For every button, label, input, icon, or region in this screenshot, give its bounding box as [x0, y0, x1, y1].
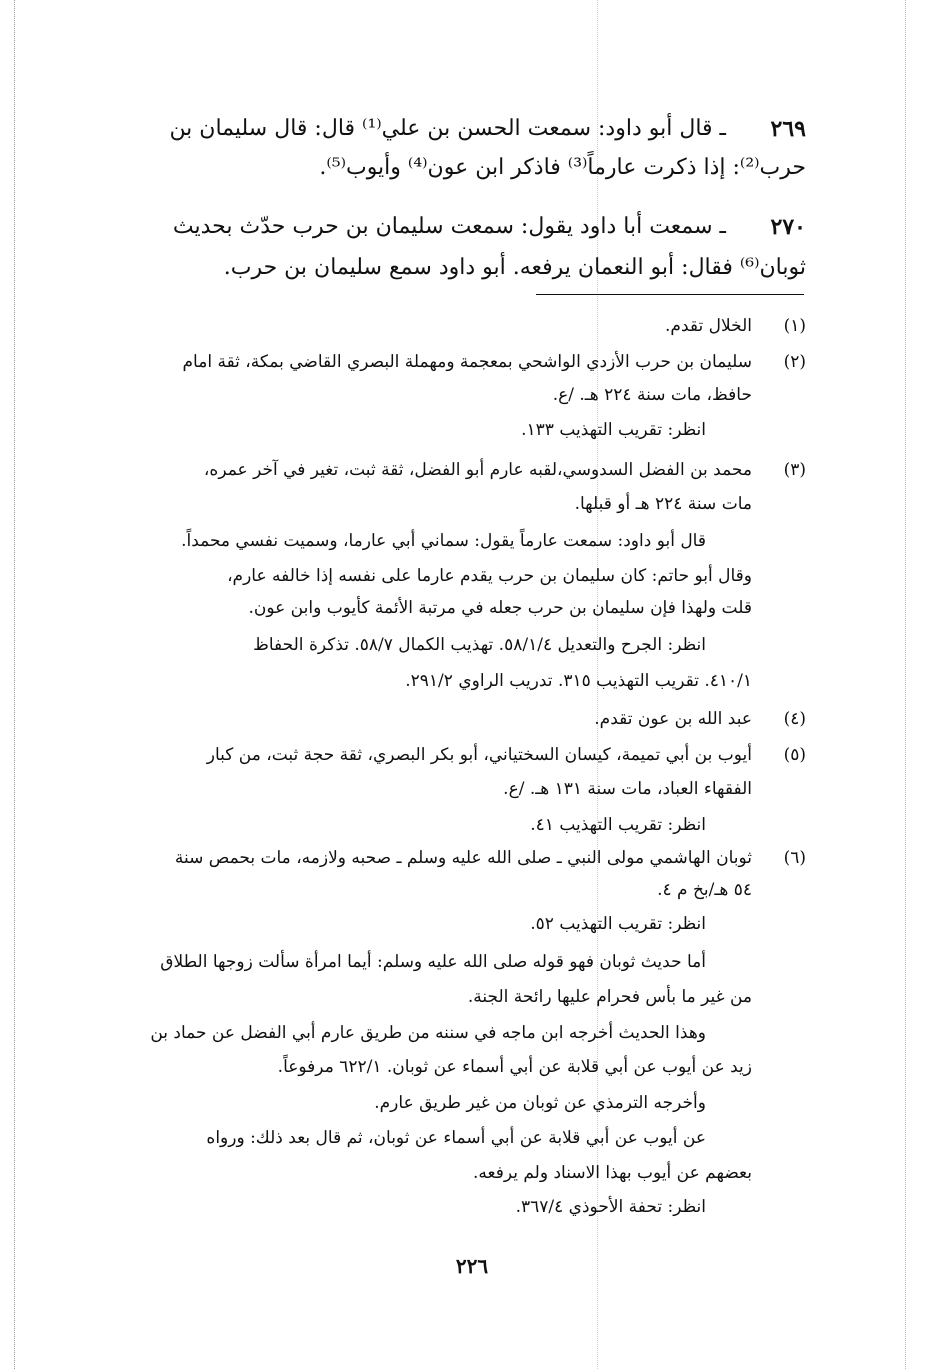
- footnote-line: وقال أبو حاتم: كان سليمان بن حرب يقدم عارما على نفسه إذا خالفه عارم،: [227, 566, 752, 586]
- footnote-line: انظر: تحفة الأحوذي ٣٦٧/٤.: [515, 1197, 706, 1217]
- footnote-line: حافظ، مات سنة ٢٢٤ هـ. /ع.: [552, 385, 752, 405]
- footnote-line: زيد عن أيوب عن أبي قلابة عن أبي أسماء عن ثوبان. ٦٢٢/١ مرفوعاً.: [277, 1057, 752, 1077]
- footnote-line: ٤١٠/١. تقريب التهذيب ٣١٥. تدريب الراوي ٢٩١/٢.: [405, 671, 752, 691]
- footnote-line: انظر: الجرح والتعديل ٥٨/١/٤. تهذيب الكمال ٥٨/٧. تذكرة الحفاظ: [253, 635, 706, 655]
- footnote-line: سليمان بن حرب الأزدي الواشحي بمعجمة ومهملة البصري القاضي بمكة، ثقة امام: [182, 352, 752, 372]
- footnote-number: (١): [783, 316, 806, 336]
- footnote-line: قلت ولهذا فإن سليمان بن حرب جعله في مرتبة الأئمة كأيوب وابن عون.: [248, 598, 752, 618]
- entry-line: ـ قال أبو داود: سمعت الحسن بن علي⁽¹⁾ قال: قال سليمان بن: [169, 116, 726, 141]
- footnote-line: عبد الله بن عون تقدم.: [594, 709, 752, 729]
- footnote-line: أما حديث ثوبان فهو قوله صلى الله عليه وسلم: أيما امرأة سألت زوجها الطلاق: [160, 952, 706, 972]
- footnote-line: انظر: تقريب التهذيب ٤١.: [530, 815, 706, 835]
- footnote-number: (٢): [783, 352, 806, 372]
- footnote-line: قال أبو داود: سمعت عارماً يقول: سماني أبي عارما، وسميت نفسي محمداً.: [181, 531, 706, 551]
- footnote-line: وأخرجه الترمذي عن ثوبان من غير طريق عارم.: [374, 1093, 706, 1113]
- entry-number: ٢٧٠: [770, 214, 806, 240]
- footnote-line: انظر: تقريب التهذيب ٥٢.: [530, 914, 706, 934]
- entry-line: ثوبان⁽⁶⁾ فقال: أبو النعمان يرفعه. أبو داود سمع سليمان بن حرب.: [223, 255, 806, 280]
- entry-line: ـ سمعت أبا داود يقول: سمعت سليمان بن حرب حدّث بحديث: [172, 214, 726, 239]
- footnote-number: (٤): [783, 709, 806, 729]
- entry-number: ٢٦٩: [770, 116, 806, 142]
- footnote-line: محمد بن الفضل السدوسي،لقبه عارم أبو الفضل، ثقة ثبت، تغير في آخر عمره،: [203, 460, 752, 480]
- footnote-line: بعضهم عن أيوب بهذا الاسناد ولم يرفعه.: [473, 1163, 752, 1183]
- footnote-line: عن أيوب عن أبي قلابة عن أبي أسماء عن ثوبان، ثم قال بعد ذلك: ورواه: [206, 1128, 706, 1148]
- footnote-number: (٥): [783, 745, 806, 765]
- footnote-line: انظر: تقريب التهذيب ١٣٣.: [521, 420, 706, 440]
- footnote-number: (٦): [783, 848, 806, 868]
- footnote-line: الخلال تقدم.: [665, 316, 752, 336]
- footnote-separator: [536, 294, 804, 295]
- footnote-line: من غير ما بأس فحرام عليها رائحة الجنة.: [467, 987, 752, 1007]
- footnote-line: ٥٤ هـ/بخ م ٤.: [657, 880, 752, 900]
- scan-border-left: [14, 0, 15, 1369]
- footnote-line: مات سنة ٢٢٤ هـ أو قبلها.: [574, 494, 752, 514]
- scan-border-right: [905, 0, 906, 1369]
- footnote-line: أيوب بن أبي تميمة، كيسان السختياني، أبو بكر البصري، ثقة حجة ثبت، من كبار: [206, 745, 752, 765]
- page-number: ٢٢٦: [455, 1254, 489, 1278]
- footnote-number: (٣): [783, 460, 806, 480]
- footnote-line: ثوبان الهاشمي مولى النبي ـ صلى الله عليه وسلم ـ صحبه ولازمه، مات بحمص سنة: [174, 848, 752, 868]
- footnote-line: وهذا الحديث أخرجه ابن ماجه في سننه من طريق عارم أبي الفضل عن حماد بن: [150, 1023, 706, 1043]
- entry-line: حرب⁽²⁾: إذا ذكرت عارماً⁽³⁾ فاذكر ابن عون⁽⁴⁾ وأيوب⁽⁵⁾.: [319, 155, 806, 180]
- footnote-line: الفقهاء العباد، مات سنة ١٣١ هـ. /ع.: [503, 779, 752, 799]
